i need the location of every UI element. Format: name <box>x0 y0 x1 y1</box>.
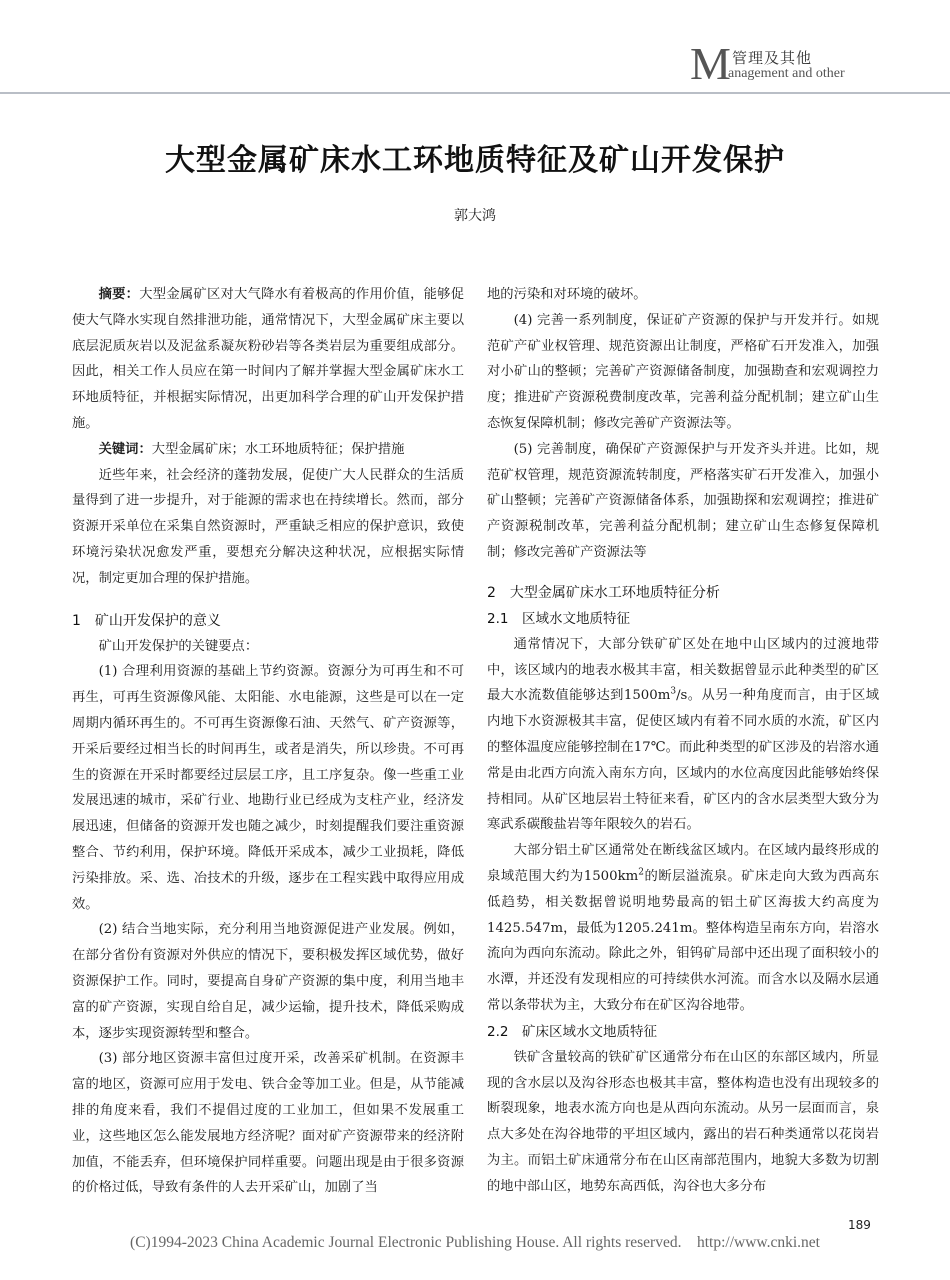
section-2-1-paragraph-1 <box>487 632 879 838</box>
page-number: 189 <box>848 1218 871 1232</box>
author-name: 郭大鸿 <box>454 208 496 224</box>
article-title: 大型金属矿床水工环地质特征及矿山开发保护 <box>165 143 785 178</box>
section-1-lead: 矿山开发保护的关键要点： <box>98 638 259 654</box>
paragraph-text: 大部分铝土矿区通常处在断线盆区域内。在区域内最终形成的泉域范围大约为1500km <box>487 843 879 884</box>
superscript: 2 <box>638 867 645 878</box>
keywords-label: 关键词： <box>98 441 152 457</box>
section-2-2-paragraph-1: 铁矿含量较高的铁矿矿区通常分布在山区的东部区域内，所显现的含水层以及沟谷形态也极其丰富，整体构造也没有出现较多的断裂现象，地表水流方向也是从西向东流动。从另一层面而言，泉点大多处在沟谷地带的平坦区域内，露出的岩石种类通常以花岗岩为主。而铝土矿床通常分布在山区南部范围内，地貌大多数为切割的地中部山区，地势东高西低，沟谷也大多分布 <box>487 1049 879 1194</box>
section-header-en: anagement and other <box>728 66 845 81</box>
section-2-heading: 2 大型金属矿床水工环地质特征分析 <box>487 584 720 601</box>
section-header-logo-letter: M <box>690 38 731 89</box>
section-1-paragraph-3-continued: 地的污染和对环境的破坏。 <box>487 287 647 302</box>
section-1-paragraph-2: (2) 结合当地实际，充分利用当地资源促进产业发展。例如，在部分省份有资源对外供应的情况下，要积极发挥区域优势，做好资源保护工作。同时，要提高自身矿产资源的集中度，利用当地丰富的矿产资源，实现自给自足，减少运输，提升技术，降低采购成本，逐步实现资源转型和整合。 <box>72 922 464 1041</box>
section-header <box>690 38 930 89</box>
right-column <box>487 282 879 1200</box>
section-1-paragraph-4: (4) 完善一系列制度，保证矿产资源的保护与开发并行。如规范矿产矿业权管理、规范资源出让制度，严格矿石开发准入，加强对小矿山的整顿；完善矿产资源储备制度，加强勘查和宏观调控力度；推进矿产资源税费制度改革，完善利益分配机制；建立矿山生态恢复保障机制；修改完善矿产资源法等。 <box>487 312 879 431</box>
paragraph-text: 的断层溢流泉。矿床走向大致为西高东低趋势，相关数据曾说明地势最高的铝土矿区海拔大约高度为1425.547m，最低为1205.241m。整体构造呈南东方向，岩溶水流向为西向东流动。除此之外，钼钨矿局部中还出现了面积较小的水潭，并还没有发现相应的可持续供水河流。而含水以及隔水层通常以条带状为主，大致分布在矿区沟谷地带。 <box>487 868 880 1013</box>
section-1-paragraph-1: (1) 合理利用资源的基础上节约资源。资源分为可再生和不可再生，可再生资源像风能、太阳能、水电能源，这些是可以在一定周期内循环再生的。不可再生资源像石油、天然气、矿产资源等，开采后要经过相当长的时间再生，或者是消失，所以珍贵。不可再生的资源在开采时都要经过层层工序，且工序复杂。像一些重工业发展迅速的城市，采矿行业、地勘行业已经成为支柱产业，经济发展迅速，但储备的资源开发也随之减少，时刻提醒我们要注重资源整合、节约利用，保护环境。降低开采成本，减少工业损耗，降低污染排放。采、选、冶技术的升级，逐步在工程实践中取得应用成效。 <box>72 664 464 912</box>
superscript: 3 <box>670 686 677 697</box>
section-header-zh: 管理及其他 <box>732 49 813 67</box>
paragraph-text: /s。从另一种角度而言，由于区域内地下水资源极其丰富，促使区域内有着不同水质的水流，矿区内的整体温度应能够控制在17℃。而此种类型的矿区涉及的岩溶水通常是由北西方向流入南东方向，区域内的水位高度因此能够始终保持相同。从矿区地层岩土特征来看，矿区内的含水层类型大致分为寒武系碳酸盐岩等年限较久的岩石。 <box>487 688 879 833</box>
abstract <box>72 282 464 437</box>
intro-paragraph: 近些年来，社会经济的蓬勃发展，促使广大人民群众的生活质量得到了进一步提升，对于能源的需求也在持续增长。然而，部分资源开采单位在采集自然资源时，严重缺乏相应的保护意识，致使环境污染状况愈发严重，要想充分解决这种状况，应根据实际情况，制定更加合理的保护措施。 <box>72 467 464 586</box>
section-2-2-heading: 2.2 矿床区域水文地质特征 <box>487 1023 657 1040</box>
section-1-paragraph-3: (3) 部分地区资源丰富但过度开采，改善采矿机制。在资源丰富的地区，资源可应用于发电、铁合金等加工业。但是，从节能减排的角度来看，我们不提倡过度的工业加工，但如果不发展重工业，这些地区怎么能发展地方经济呢？面对矿产资源带来的经济附加值，不能丢弃，但环境保护同样重要。问题出现是由于很多资源的价格过低，导致有条件的人去开采矿山，加剧了当 <box>72 1051 464 1196</box>
copyright-footer: (C)1994-2023 China Academic Journal Electronic Publishing House. All rights reserved. http://www.cnki.net <box>130 1234 820 1251</box>
section-1-heading: 1 矿山开发保护的意义 <box>72 612 221 629</box>
section-2-1-heading: 2.1 区域水文地质特征 <box>487 610 630 627</box>
keywords <box>72 437 464 463</box>
keywords-text: 大型金属矿床；水工环地质特征；保护措施 <box>151 441 405 457</box>
abstract-text: 大型金属矿区对大气降水有着极高的作用价值，能够促使大气降水实现自然排泄功能，通常情况下，大型金属矿床主要以底层泥质灰岩以及泥盆系凝灰粉砂岩等各类岩层为重要组成部分。因此，相关工作人员应在第一时间内了解并掌握大型金属矿床水工环地质特征，并根据实际情况，出更加科学合理的矿山开发保护措施。 <box>72 287 465 431</box>
abstract-label: 摘要： <box>98 287 140 302</box>
section-1-paragraph-5: (5) 完善制度，确保矿产资源保护与开发齐头并进。比如，规范矿权管理，规范资源流转制度，严格落实矿石开发准入，加强小矿山整顿；完善矿产资源储备体系，加强勘探和宏观调控；推进矿产资源税制改革，完善利益分配机制；建立矿山生态修复保障机制；修改完善矿产资源法等 <box>487 441 879 560</box>
paragraph-text: 通常情况下，大部分铁矿矿区处在地中山区域内的过渡地带中，该区域内的地表水极其丰富，相关数据曾显示此种类型的矿区最大水流数值能够达到1500m <box>487 636 879 704</box>
left-column <box>72 282 464 1201</box>
header-divider <box>0 92 950 94</box>
section-2-1-paragraph-2 <box>487 838 879 1019</box>
